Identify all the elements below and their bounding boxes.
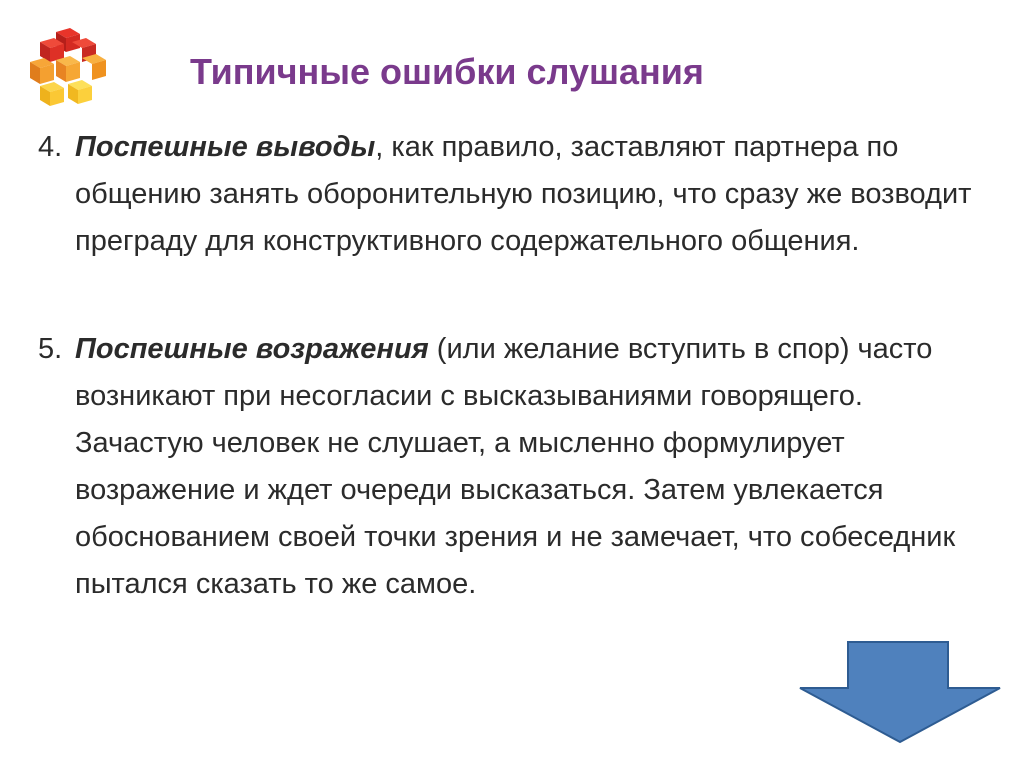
item-paragraph [75, 124, 988, 265]
slide-title: Типичные ошибки слушания [190, 51, 704, 92]
item-lead: Поспешные возражения [75, 333, 429, 365]
arrow-down-icon[interactable] [796, 640, 1004, 744]
arrow-shape [800, 642, 1000, 742]
list-item [38, 124, 988, 265]
item-paragraph [75, 326, 988, 608]
item-text: (или желание вступить в спор) часто возникают при несогласии с высказываниями говорящего. Зачастую человек не слушает, а мысленно формулирует возражение и ждет очереди высказаться. Затем увлекается обоснованием своей точки зрения и не замечает, что собеседник пытался сказать то же самое. [75, 333, 956, 600]
item-number: 4. [38, 131, 63, 163]
list-item [38, 326, 988, 608]
item-lead: Поспешные выводы [75, 131, 376, 163]
item-number: 5. [38, 333, 63, 365]
item-text: , как правило, заставляют партнера по общению занять оборонительную позицию, что сразу же возводит преграду для конструктивного содержательного общения. [75, 131, 972, 257]
